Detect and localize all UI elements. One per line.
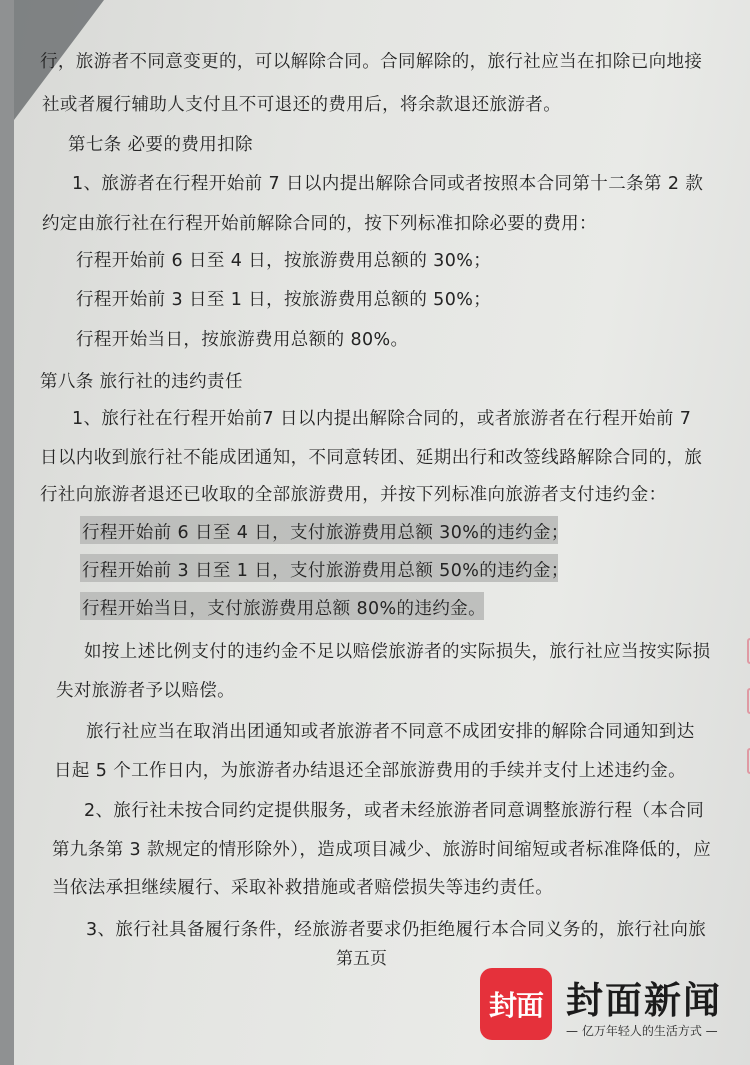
text-line: 行社向旅游者退还已收取的全部旅游费用，并按下列标准向旅游者支付违约金： (40, 485, 667, 505)
highlighted-line: 行程开始前 6 日至 4 日，支付旅游费用总额 30%的违约金； (82, 523, 569, 543)
text-line: 日以内收到旅行社不能成团通知，不同意转团、延期出行和改签线路解除合同的，旅 (40, 448, 703, 468)
text-line: 行程开始前 6 日至 4 日，按旅游费用总额的 30%； (76, 251, 492, 271)
section-heading: 第七条 必要的费用扣除 (68, 135, 253, 155)
brand-slogan: — 亿万年轻人的生活方式 — (566, 1024, 718, 1038)
text-line: 约定由旅行社在行程开始前解除合同的，按下列标准扣除必要的费用： (42, 214, 597, 234)
text-line: 行，旅游者不同意变更的，可以解除合同。合同解除的，旅行社应当在扣除已向地接 (40, 52, 703, 72)
text-line: 第九条第 3 款规定的情形除外），造成项目减少、旅游时间缩短或者标准降低的，应 (52, 840, 712, 860)
section-heading: 第八条 旅行社的违约责任 (40, 372, 243, 392)
text-line: 行程开始当日，按旅游费用总额的 80%。 (76, 330, 409, 350)
document-page (14, 0, 750, 1065)
text-line: 日起 5 个工作日内，为旅游者办结退还全部旅游费用的手续并支付上述违约金。 (54, 761, 687, 781)
highlighted-line: 行程开始当日，支付旅游费用总额 80%的违约金。 (82, 599, 487, 619)
brand-name: 封面新闻 (566, 979, 722, 1022)
text-line: 3、旅行社具备履行条件，经旅游者要求仍拒绝履行本合同义务的，旅行社向旅 (86, 920, 707, 940)
brand-logo (480, 968, 552, 1040)
text-line: 2、旅行社未按合同约定提供服务，或者未经旅游者同意调整旅游行程（本合同 (84, 801, 705, 821)
text-line: 1、旅行社在行程开始前7 日以内提出解除合同的，或者旅游者在行程开始前 7 (72, 409, 692, 429)
text-line: 旅行社应当在取消出团通知或者旅游者不同意不成团安排的解除合同通知到达 (86, 722, 695, 742)
text-line: 当依法承担继续履行、采取补救措施或者赔偿损失等违约责任。 (52, 878, 554, 898)
text-line: 行程开始前 3 日至 1 日，按旅游费用总额的 50%； (76, 290, 492, 310)
page-number: 第五页 (336, 949, 387, 969)
seal-stamp-fragment (743, 628, 750, 828)
text-line: 社或者履行辅助人支付且不可退还的费用后，将余款退还旅游者。 (42, 95, 562, 115)
highlighted-line: 行程开始前 3 日至 1 日，支付旅游费用总额 50%的违约金； (82, 561, 569, 581)
text-line: 失对旅游者予以赔偿。 (56, 681, 235, 701)
text-line: 1、旅游者在行程开始前 7 日以内提出解除合同或者按照本合同第十二条第 2 款 (72, 174, 704, 194)
text-line: 如按上述比例支付的违约金不足以赔偿旅游者的实际损失，旅行社应当按实际损 (84, 642, 711, 662)
logo-text: 封面 (488, 989, 543, 1022)
